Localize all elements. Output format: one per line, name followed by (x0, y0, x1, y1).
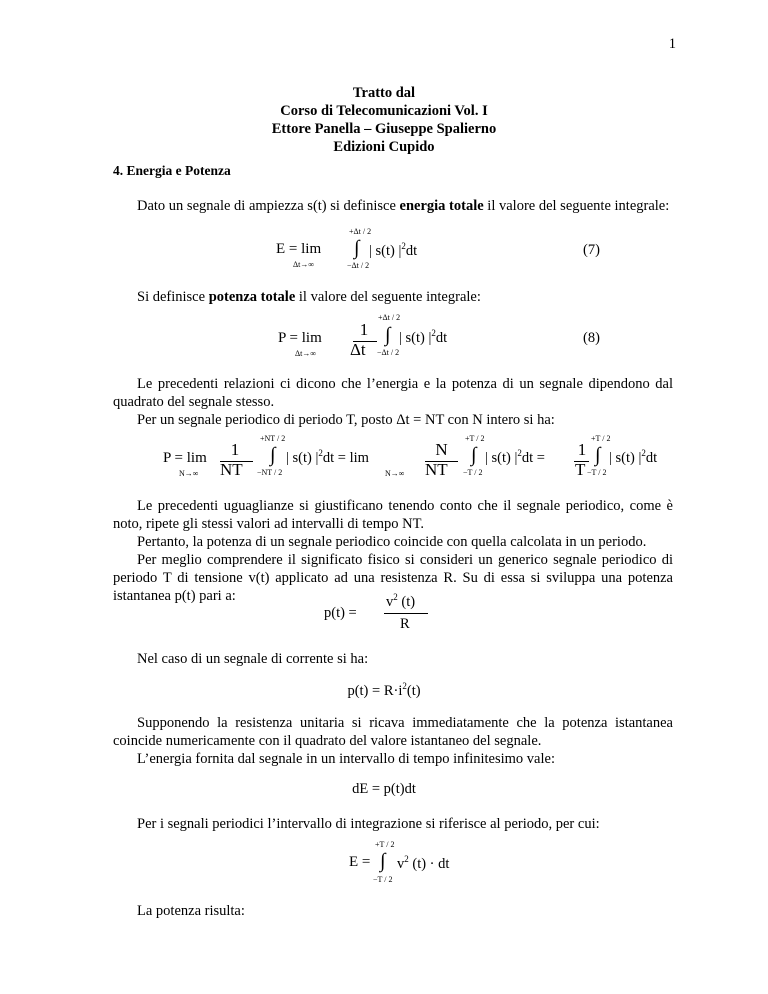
paragraph-current-signal: Nel caso di un segnale di corrente si ha: (137, 651, 369, 667)
equation-number-7: (7) (583, 242, 600, 258)
equation-power: P = lim Δt→∞ 1 Δt +Δt / 2 ∫ −Δt / 2 | s(t) $|^2dt$ (278, 313, 448, 359)
paragraph-periodic-signal: Per un segnale periodico di periodo T, posto Δt = NT con N intero si ha: (137, 412, 555, 428)
document-header (0, 84, 768, 156)
section-title: 4. Energia e Potenza (113, 163, 231, 178)
equation-energy: E = lim Δt→∞ +Δt / 2 ∫ −Δt / 2 | s(t) $|^2dt$ (276, 227, 418, 270)
term-power: potenza totale (208, 289, 296, 305)
paragraph-periodic-integration: Per i segnali periodici l’intervallo di integrazione si riferisce al periodo, per cui: (137, 816, 600, 832)
equation-number-8: (8) (583, 330, 600, 346)
page-number: 1 (668, 36, 676, 52)
equation-instant-power: p(t) = $v^2$ (t) R (324, 590, 464, 636)
paragraph-dependency: Le precedenti relazioni ci dicono che l’energia e la potenza di un segnale dipendono dal quadrato del segnale stesso. (113, 376, 673, 410)
term-energy: energia totale (399, 198, 484, 214)
paragraph-conclusion: Pertanto, la potenza di un segnale periodico coincide con quella calcolata in un periodo. (137, 534, 647, 550)
header-line-4: Edizioni Cupido (333, 139, 435, 155)
equation-periodic-power: P = lim N→∞ 1 NT +NT / 2 ∫ −NT / 2 | s(t) $|^2dt = \lim$ N→∞ N NT +T / 2 ∫ −T / 2 | s(t) $|^2dt$ = 1 T +T / 2 ∫ −T / 2 | s(t) $|^2dt$ (163, 434, 658, 479)
header-line-2: Corso di Telecomunicazioni Vol. I (280, 103, 488, 119)
equation-differential-energy: dE = p(t)dt (352, 781, 416, 797)
paragraph-physical-meaning: Per meglio comprendere il significato fisico si consideri un generico segnale periodico di periodo T di tensione v(t) applicato ad una resistenza R. Su di essa si sviluppa una potenza istantanea p(t) pari a: (113, 552, 673, 604)
paragraph-resulting-power: La potenza risulta: (137, 903, 245, 919)
header-line-1: Tratto dal (352, 85, 416, 101)
header-line-3: Ettore Panella – Giuseppe Spalierno (271, 121, 497, 137)
paragraph-energy-definition: Dato un segnale di ampiezza s(t) si definisce energia totale il valore del seguente integrale: (137, 198, 670, 214)
paragraph-justification: Le precedenti uguaglianze si giustificano tenendo conto che il segnale periodico, come è noto, ripete gli stessi valori ad intervalli di tempo NT. (113, 498, 673, 532)
paragraph-unit-resistance: Supponendo la resistenza unitaria si ricava immediatamente che la potenza istantanea coincide numericamente con il quadrato del valore istantaneo del segnale. (113, 715, 673, 749)
equation-current-power: $p(t) = R\cdot i^2(t)$ (347, 681, 421, 699)
paragraph-infinitesimal-energy: L’energia fornita dal segnale in un intervallo di tempo infinitesimo vale: (137, 751, 555, 767)
equation-periodic-energy: E = +T / 2 ∫ −T / 2 $v^2$ (t) · dt (349, 840, 450, 884)
paragraph-power-definition: Si definisce potenza totale il valore del seguente integrale: (137, 289, 481, 305)
